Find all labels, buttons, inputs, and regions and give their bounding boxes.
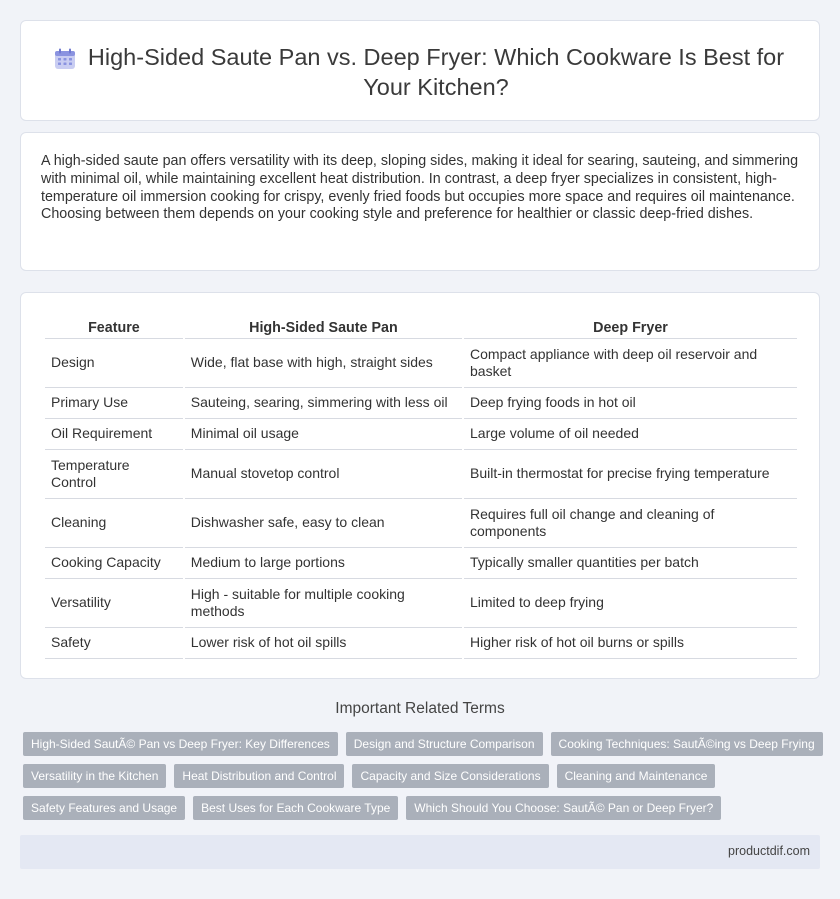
cell-saute-pan: Dishwasher safe, easy to clean (185, 499, 462, 548)
cell-saute-pan: Manual stovetop control (185, 450, 462, 499)
related-term-tag[interactable]: High-Sided SautÃ© Pan vs Deep Fryer: Key Differences (23, 732, 338, 756)
cell-saute-pan: Minimal oil usage (185, 419, 462, 450)
footer (20, 835, 820, 869)
cell-saute-pan: High - suitable for multiple cooking methods (185, 579, 462, 628)
cell-feature: Versatility (45, 579, 183, 628)
cell-saute-pan: Lower risk of hot oil spills (185, 628, 462, 659)
header-deep-fryer: Deep Fryer (464, 315, 797, 339)
related-term-tag[interactable]: Versatility in the Kitchen (23, 764, 166, 788)
table-row (45, 450, 797, 499)
related-terms-title: Important Related Terms (335, 700, 505, 717)
table-row (45, 388, 797, 419)
cell-feature: Cooking Capacity (45, 548, 183, 579)
related-term-tag[interactable]: Capacity and Size Considerations (352, 764, 548, 788)
table-row (45, 339, 797, 388)
cell-feature: Primary Use (45, 388, 183, 419)
cell-saute-pan: Sauteing, searing, simmering with less oil (185, 388, 462, 419)
table-row (45, 579, 797, 628)
cell-deep-fryer: Deep frying foods in hot oil (464, 388, 797, 419)
comparison-table (43, 315, 799, 659)
table-row (45, 499, 797, 548)
related-term-tag[interactable]: Which Should You Choose: SautÃ© Pan or Deep Fryer? (406, 796, 721, 820)
cell-deep-fryer: Requires full oil change and cleaning of components (464, 499, 797, 548)
cell-feature: Safety (45, 628, 183, 659)
related-term-tag[interactable]: Cleaning and Maintenance (557, 764, 716, 788)
related-terms-list (23, 732, 823, 820)
cell-deep-fryer: Limited to deep frying (464, 579, 797, 628)
related-term-tag[interactable]: Best Uses for Each Cookware Type (193, 796, 398, 820)
header-saute-pan: High-Sided Saute Pan (185, 315, 462, 339)
cell-feature: Design (45, 339, 183, 388)
cell-saute-pan: Wide, flat base with high, straight sides (185, 339, 462, 388)
cell-feature: Oil Requirement (45, 419, 183, 450)
footer-site-link[interactable]: productdif.com (728, 844, 810, 858)
cell-feature: Temperature Control (45, 450, 183, 499)
page-title: High-Sided Saute Pan vs. Deep Fryer: Which Cookware Is Best for Your Kitchen? (87, 43, 785, 100)
table-header-row (45, 315, 797, 339)
cell-deep-fryer: Compact appliance with deep oil reservoir and basket (464, 339, 797, 388)
cell-deep-fryer: Large volume of oil needed (464, 419, 797, 450)
cell-deep-fryer: Higher risk of hot oil burns or spills (464, 628, 797, 659)
intro-paragraph: A high-sided saute pan offers versatility with its deep, sloping sides, making it ideal for searing, sauteing, and simmering with minimal oil, while maintaining excellent heat distribution. In contrast, a deep fryer specializes in consistent, high-temperature oil immersion cooking for crispy, evenly fried foods but occupies more space and requires oil maintenance. Choosing between them depends on your cooking style and preference for healthier or classic deep-fried dishes. (41, 153, 799, 223)
related-term-tag[interactable]: Safety Features and Usage (23, 796, 185, 820)
comparison-card (20, 292, 820, 679)
table-row (45, 419, 797, 450)
cell-feature: Cleaning (45, 499, 183, 548)
table-row (45, 628, 797, 659)
related-term-tag[interactable]: Design and Structure Comparison (346, 732, 543, 756)
cell-saute-pan: Medium to large portions (185, 548, 462, 579)
title-wrap (21, 21, 821, 122)
header-feature: Feature (45, 315, 183, 339)
intro-card (20, 132, 820, 271)
cell-deep-fryer: Built-in thermostat for precise frying temperature (464, 450, 797, 499)
table-row (45, 548, 797, 579)
related-term-tag[interactable]: Heat Distribution and Control (174, 764, 344, 788)
cell-deep-fryer: Typically smaller quantities per batch (464, 548, 797, 579)
related-term-tag[interactable]: Cooking Techniques: SautÃ©ing vs Deep Frying (551, 732, 823, 756)
header-card (20, 20, 820, 121)
